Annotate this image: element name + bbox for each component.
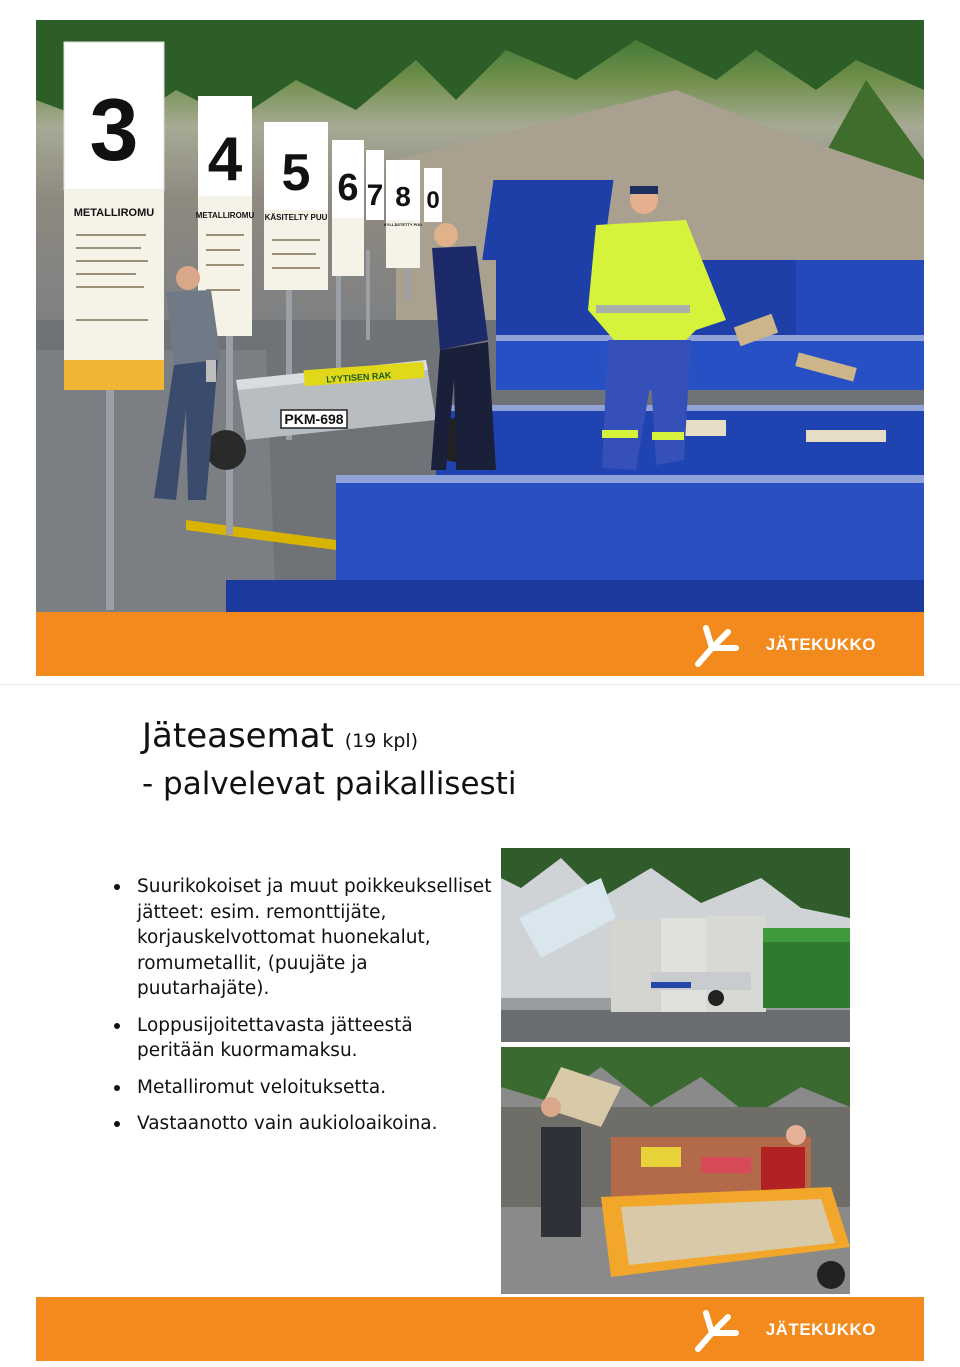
slide-subtitle: - palvelevat paikallisesti [142,766,517,802]
bullet-item: Metalliromut veloituksetta. [112,1075,492,1101]
sign-number-7: 7 [366,179,384,212]
sign-label-4: KYLLÄSTETTY PUU [383,222,423,227]
sign-number-3: 3 [89,80,139,179]
brand-footer-bar [36,1297,924,1361]
sign-number-6: 6 [337,167,359,209]
jatekukko-footprint-icon [692,622,740,668]
bullet-item: Suurikokoiset ja muut poikkeukselliset jätteet: esim. remonttijäte, korjauskelvottomat huonekalut, romumetallit, (puujäte ja puutarhajäte). [112,874,492,1002]
sign-label-3: KÄSITELTY PUU [264,213,328,222]
jatekukko-footprint-icon [692,1307,740,1353]
containers-photo [501,848,850,1042]
sign-label-2: METALLIROMU [195,211,255,220]
slide-title [142,716,418,756]
title-count-note: (19 kpl) [344,730,419,752]
jatekukko-logo-text: JÄTEKUKKO [765,1320,876,1339]
brand-footer-bar [36,612,924,676]
sign-number-4: 4 [207,125,243,194]
sign-number-0: 0 [426,187,440,214]
bullet-item: Vastaanotto vain aukioloaikoina. [112,1111,492,1137]
orange-trailer-photo [501,1047,850,1294]
recycling-station-photo [36,20,924,612]
slide-divider [0,684,960,685]
sign-number-5: 5 [281,144,311,202]
license-plate: PKM-698 [284,411,344,427]
bullet-list [112,874,492,1148]
sign-number-8: 8 [395,181,411,212]
bullet-item: Loppusijoitettavasta jätteestä peritään kuormamaksu. [112,1013,492,1064]
title-text: Jäteasemat [142,716,334,756]
recycling-station-illustration [36,20,924,612]
jatekukko-logo-text: JÄTEKUKKO [765,635,876,654]
trailer-banner: LYYTISEN RAK [325,370,392,385]
sign-label-1: METALLIROMU [73,207,155,219]
